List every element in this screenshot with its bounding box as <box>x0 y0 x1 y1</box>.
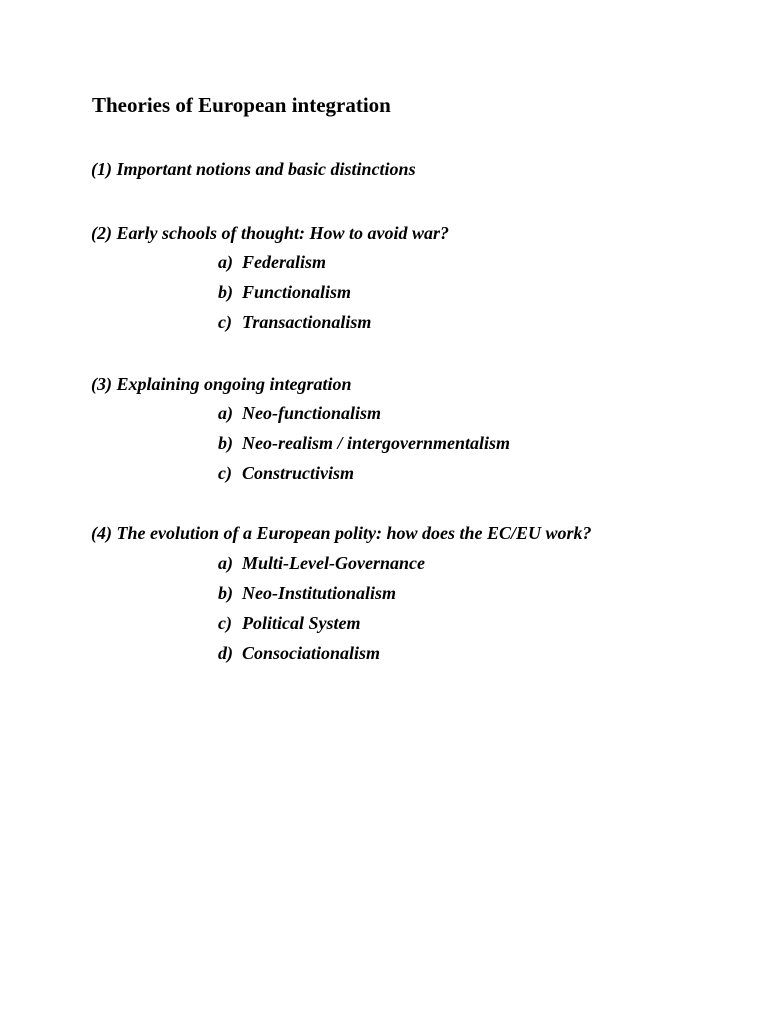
list-item <box>218 250 326 274</box>
list-item-text: Political System <box>242 613 361 633</box>
list-item-marker: b) <box>218 583 233 603</box>
list-item <box>218 551 425 575</box>
section-heading-4: (4) The evolution of a European polity: how does the EC/EU work? <box>91 523 592 543</box>
section-heading-1: (1) Important notions and basic distinctions <box>91 159 416 179</box>
list-item <box>218 611 361 635</box>
list-item-text: Constructivism <box>242 463 355 483</box>
list-item-marker: b) <box>218 282 233 302</box>
section-heading-2: (2) Early schools of thought: How to avoid war? <box>91 223 450 243</box>
list-item-text: Multi-Level-Governance <box>242 553 425 573</box>
list-item <box>218 581 396 605</box>
list-item <box>218 280 351 304</box>
list-item <box>218 310 371 334</box>
list-item-text: Federalism <box>242 252 326 272</box>
section-heading-3: (3) Explaining ongoing integration <box>91 374 352 394</box>
list-item-text: Neo-Institutionalism <box>242 583 397 603</box>
list-item-marker: a) <box>218 553 233 573</box>
list-item-marker: c) <box>218 312 232 332</box>
list-item-text: Neo-functionalism <box>242 403 382 423</box>
list-item-marker: b) <box>218 433 233 453</box>
list-item-marker: a) <box>218 403 233 423</box>
list-item-text: Consociationalism <box>242 643 381 663</box>
list-item <box>218 401 381 425</box>
list-item-text: Functionalism <box>242 282 352 302</box>
list-item-text: Transactionalism <box>242 312 372 332</box>
list-item <box>218 641 380 665</box>
list-item <box>218 431 510 455</box>
document-title: Theories of European integration <box>92 93 391 117</box>
list-item <box>218 461 354 485</box>
list-item-marker: d) <box>218 643 233 663</box>
list-item-marker: a) <box>218 252 233 272</box>
list-item-text: Neo-realism / intergovernmentalism <box>242 433 510 453</box>
list-item-marker: c) <box>218 613 232 633</box>
list-item-marker: c) <box>218 463 232 483</box>
